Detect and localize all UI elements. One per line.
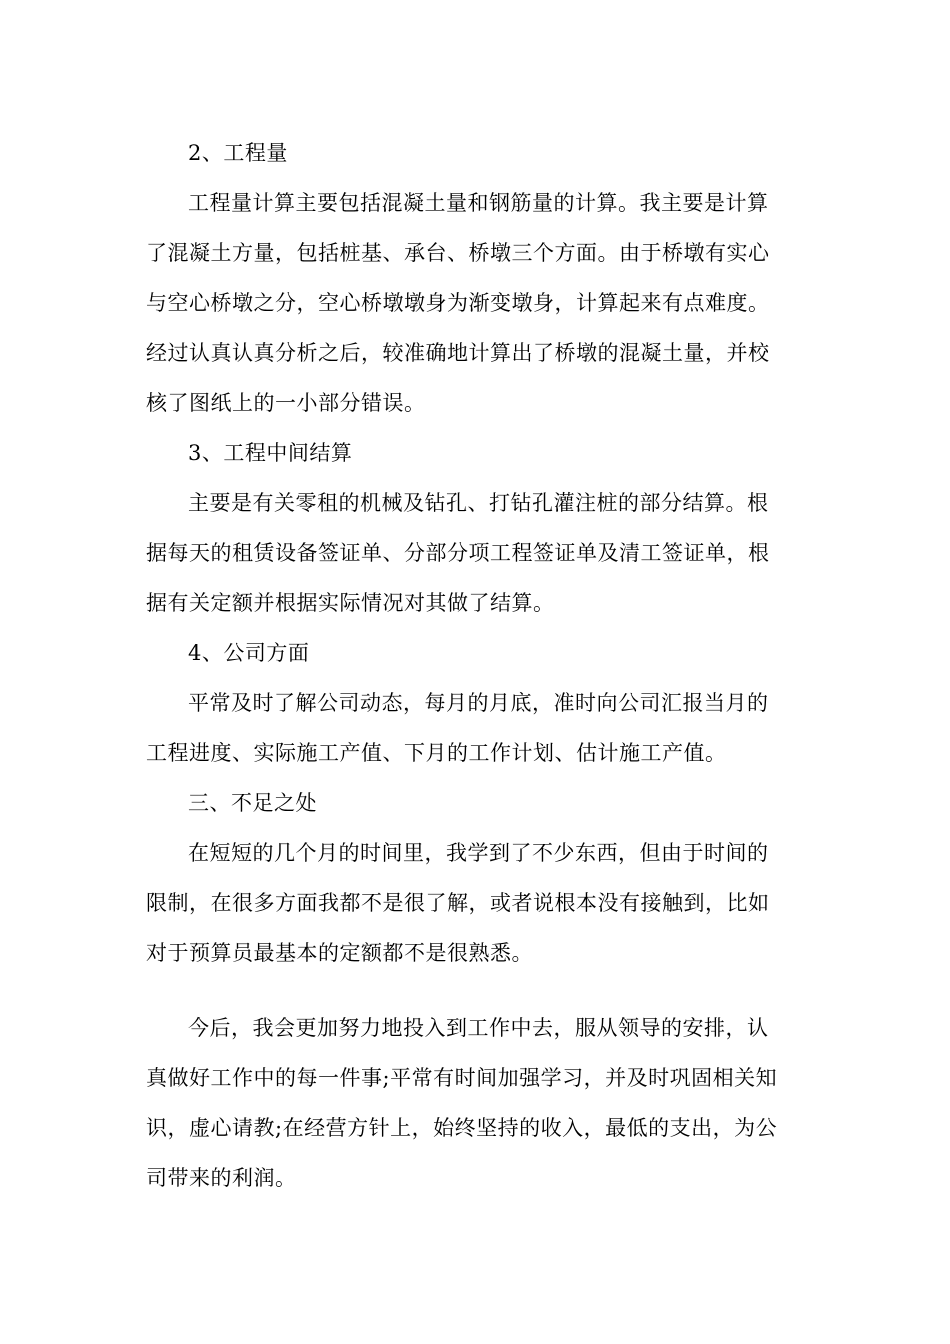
paragraph-line: 经过认真认真分析之后，较准确地计算出了桥墩的混凝土量，并校 (146, 341, 770, 365)
paragraph-line: 了混凝土方量，包括桩基、承台、桥墩三个方面。由于桥墩有实心 (146, 241, 770, 265)
section-heading: 4、公司方面 (188, 641, 310, 665)
paragraph-line: 今后，我会更加努力地投入到工作中去，服从领导的安排，认 (188, 1016, 769, 1040)
paragraph-line: 据每天的租赁设备签证单、分部分项工程签证单及清工签证单，根 (146, 541, 770, 565)
paragraph-line: 限制，在很多方面我都不是很了解，或者说根本没有接触到，比如 (146, 891, 770, 915)
paragraph-line: 与空心桥墩之分，空心桥墩墩身为渐变墩身，计算起来有点难度。 (146, 291, 770, 315)
paragraph-line: 司带来的利润。 (146, 1166, 297, 1190)
paragraph-line: 识，虚心请教;在经营方针上，始终坚持的收入，最低的支出，为公 (146, 1116, 778, 1140)
paragraph-line: 核了图纸上的一小部分错误。 (146, 391, 426, 415)
paragraph-line: 工程量计算主要包括混凝土量和钢筋量的计算。我主要是计算 (188, 191, 769, 215)
section-heading: 2、工程量 (188, 141, 288, 165)
paragraph-line: 平常及时了解公司动态，每月的月底，准时向公司汇报当月的 (188, 691, 769, 715)
paragraph-line: 据有关定额并根据实际情况对其做了结算。 (146, 591, 555, 615)
paragraph-line: 对于预算员最基本的定额都不是很熟悉。 (146, 941, 533, 965)
paragraph-line: 工程进度、实际施工产值、下月的工作计划、估计施工产值。 (146, 741, 727, 765)
paragraph-line: 真做好工作中的每一件事;平常有时间加强学习，并及时巩固相关知 (146, 1066, 778, 1090)
paragraph-line: 主要是有关零租的机械及钻孔、打钻孔灌注桩的部分结算。根 (188, 491, 769, 515)
section-heading: 3、工程中间结算 (188, 441, 353, 465)
section-heading: 三、不足之处 (188, 791, 317, 815)
paragraph-line: 在短短的几个月的时间里，我学到了不少东西，但由于时间的 (188, 841, 769, 865)
